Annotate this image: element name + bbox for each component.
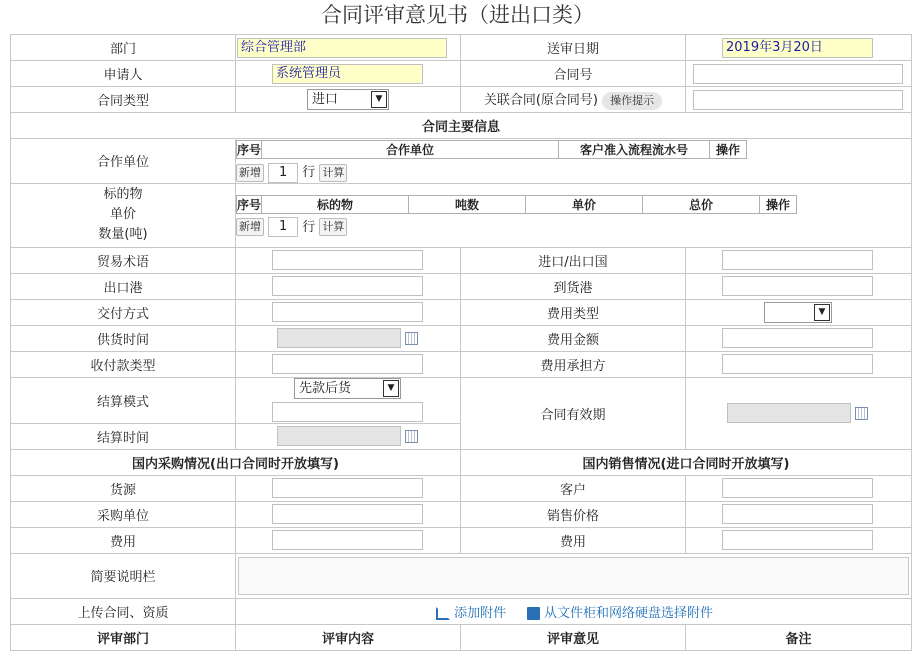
add-attachment-button[interactable] <box>436 606 510 621</box>
review-form <box>10 34 911 651</box>
calendar-icon[interactable] <box>855 407 868 420</box>
partner-col-unit: 合作单位 <box>262 141 559 159</box>
sales-fee-field[interactable] <box>722 530 873 550</box>
goods-col-price: 单价 <box>526 195 643 213</box>
sale-price-label: 销售价格 <box>461 501 686 527</box>
goods-col-tons: 吨数 <box>409 195 526 213</box>
op-hint-button[interactable]: 操作提示 <box>602 92 662 110</box>
dept-label: 部门 <box>11 35 236 61</box>
form-table <box>10 34 912 651</box>
partner-col-no: 序号 <box>237 141 262 159</box>
supply-time-label: 供货时间 <box>11 325 236 351</box>
submit-date-label: 送审日期 <box>461 35 686 61</box>
trade-terms-field[interactable] <box>272 250 423 270</box>
goods-count-input[interactable]: 1 <box>268 217 298 237</box>
arrival-port-label: 到货港 <box>461 273 686 299</box>
payment-type-label: 收付款类型 <box>11 351 236 377</box>
customer-field[interactable] <box>722 478 873 498</box>
contract-type-label: 合同类型 <box>11 87 236 113</box>
partner-label: 合作单位 <box>11 139 236 184</box>
purchase-fee-field[interactable] <box>272 530 423 550</box>
main-info-header: 合同主要信息 <box>11 113 912 139</box>
related-contract-field[interactable] <box>693 90 903 110</box>
quantity-label: 数量(吨) <box>98 227 148 242</box>
goods-add-button[interactable]: 新增 <box>236 218 264 236</box>
settle-mode-field[interactable] <box>272 402 423 422</box>
supply-time-field[interactable] <box>277 328 401 348</box>
fee-type-select[interactable] <box>764 302 832 323</box>
contract-type-value: 进口 <box>312 92 339 107</box>
country-field[interactable] <box>722 250 873 270</box>
purchase-header: 国内采购情况(出口合同时开放填写) <box>11 449 461 475</box>
partner-subtable <box>236 140 747 159</box>
upload-label: 上传合同、资质 <box>11 598 236 624</box>
chevron-down-icon: ▼ <box>814 304 830 321</box>
applicant-field[interactable]: 系统管理员 <box>272 64 423 84</box>
goods-subtable <box>236 195 797 214</box>
trade-terms-label: 贸易术语 <box>11 247 236 273</box>
validity-label: 合同有效期 <box>461 377 686 449</box>
partner-count-input[interactable]: 1 <box>268 163 298 183</box>
settle-mode-select[interactable] <box>294 378 401 399</box>
related-contract-label: 关联合同(原合同号) <box>483 93 598 109</box>
summary-textarea[interactable] <box>238 557 909 595</box>
applicant-label: 申请人 <box>11 61 236 87</box>
calendar-icon[interactable] <box>405 332 418 345</box>
goods-label: 标的物 <box>103 187 143 202</box>
review-col-opinion: 评审意见 <box>461 624 686 650</box>
goods-col-op: 操作 <box>760 195 797 213</box>
submit-date-field[interactable]: 2019年3月20日 <box>722 38 873 58</box>
review-col-remark: 备注 <box>686 624 912 650</box>
source-label: 货源 <box>11 475 236 501</box>
settle-time-label: 结算时间 <box>11 423 236 449</box>
sales-fee-label: 费用 <box>461 527 686 553</box>
goods-col-no: 序号 <box>237 195 262 213</box>
chevron-down-icon: ▼ <box>371 91 387 108</box>
partner-calc-button[interactable]: 计算 <box>319 164 347 182</box>
upload-icon <box>436 607 450 620</box>
purchase-fee-label: 费用 <box>11 527 236 553</box>
export-port-label: 出口港 <box>11 273 236 299</box>
unit-price-label: 单价 <box>109 207 136 222</box>
purchaser-field[interactable] <box>272 504 423 524</box>
fee-type-label: 费用类型 <box>461 299 686 325</box>
add-attachment-link[interactable]: 添加附件 <box>454 605 507 621</box>
fee-amount-field[interactable] <box>722 328 873 348</box>
dept-field[interactable]: 综合管理部 <box>237 38 447 58</box>
select-from-cabinet-button[interactable] <box>527 606 713 621</box>
purchaser-label: 采购单位 <box>11 501 236 527</box>
settle-time-field[interactable] <box>277 426 401 446</box>
arrival-port-field[interactable] <box>722 276 873 296</box>
goods-col-total: 总价 <box>643 195 760 213</box>
goods-col-item: 标的物 <box>262 195 409 213</box>
partner-add-button[interactable]: 新增 <box>236 164 264 182</box>
partner-col-op: 操作 <box>710 141 747 159</box>
goods-calc-button[interactable]: 计算 <box>319 218 347 236</box>
chevron-down-icon: ▼ <box>383 380 399 397</box>
delivery-method-field[interactable] <box>272 302 423 322</box>
review-col-dept: 评审部门 <box>11 624 236 650</box>
contract-no-field[interactable] <box>693 64 903 84</box>
review-col-content: 评审内容 <box>236 624 461 650</box>
row-unit-label: 行 <box>302 219 316 235</box>
payment-type-field[interactable] <box>272 354 423 374</box>
country-label: 进口/出口国 <box>461 247 686 273</box>
calendar-icon[interactable] <box>405 430 418 443</box>
fee-amount-label: 费用金额 <box>461 325 686 351</box>
file-cabinet-icon <box>527 607 540 620</box>
row-unit-label: 行 <box>302 165 316 180</box>
summary-label: 简要说明栏 <box>11 553 236 598</box>
page-title: 合同评审意见书（进出口类） <box>321 3 594 27</box>
customer-label: 客户 <box>461 475 686 501</box>
contract-type-select[interactable] <box>307 89 389 110</box>
validity-field[interactable] <box>727 403 851 423</box>
delivery-method-label: 交付方式 <box>11 299 236 325</box>
sales-header: 国内销售情况(进口合同时开放填写) <box>461 449 912 475</box>
fee-bearer-field[interactable] <box>722 354 873 374</box>
settle-mode-label: 结算模式 <box>11 377 236 423</box>
contract-no-label: 合同号 <box>461 61 686 87</box>
sale-price-field[interactable] <box>722 504 873 524</box>
settle-mode-value: 先款后货 <box>299 381 352 396</box>
select-from-cabinet-link[interactable]: 从文件柜和网络硬盘选择附件 <box>543 605 713 621</box>
partner-col-flow: 客户准入流程流水号 <box>559 141 710 159</box>
fee-bearer-label: 费用承担方 <box>461 351 686 377</box>
source-field[interactable] <box>272 478 423 498</box>
export-port-field[interactable] <box>272 276 423 296</box>
